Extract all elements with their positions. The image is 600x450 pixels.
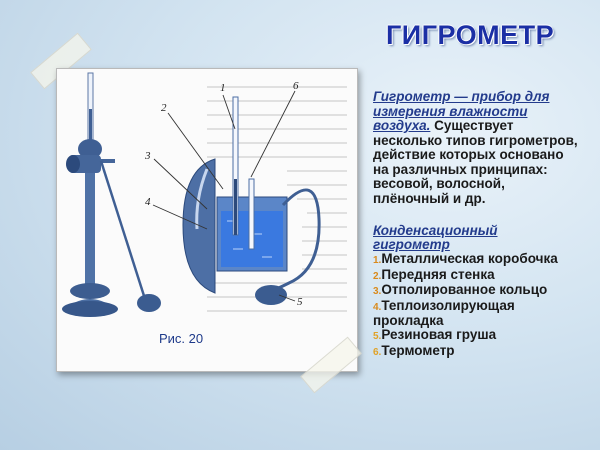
definition-paragraph — [373, 90, 578, 206]
callout-6: 6 — [293, 80, 299, 92]
parts-list — [373, 252, 588, 359]
list-item — [373, 344, 588, 360]
list-label: Теплоизолирующая прокладка — [373, 297, 515, 329]
list-label: Термометр — [381, 342, 455, 358]
list-item — [373, 328, 588, 344]
figure-caption: Рис. 20 — [159, 331, 204, 346]
condensation-hygrometer — [183, 97, 319, 305]
callout-3: 3 — [145, 150, 151, 162]
list-number: 4. — [373, 301, 382, 313]
hygrometer-illustration — [57, 69, 357, 371]
list-number: 2. — [373, 270, 382, 282]
list-number: 6. — [373, 346, 382, 358]
list-label: Передняя стенка — [381, 266, 495, 282]
callout-numbers — [144, 80, 303, 308]
definition-text: Существует несколько типов гигрометров, действие которых основано на различных принципах: весовой, волосной, плёночный и др. — [373, 118, 578, 206]
list-item — [373, 283, 588, 299]
callout-1: 1 — [220, 82, 226, 94]
list-label: Резиновая груша — [381, 326, 497, 342]
callout-5: 5 — [297, 296, 303, 308]
list-item — [373, 299, 588, 328]
section-subtitle: Конденсационный гигрометр — [373, 223, 498, 252]
callout-2: 2 — [161, 102, 167, 114]
definition-term: Гигрометр — прибор для измерения влажности воздуха. — [373, 89, 550, 133]
hygrometer-figure — [56, 68, 358, 372]
list-item — [373, 252, 588, 268]
list-number: 1. — [373, 255, 382, 266]
list-item — [373, 268, 588, 284]
list-number: 5. — [373, 330, 382, 342]
callout-4: 4 — [145, 196, 151, 208]
stand-device — [62, 73, 161, 317]
list-label: Отполированное кольцо — [381, 282, 548, 298]
list-number: 3. — [373, 286, 382, 298]
list-label: Металлическая коробочка — [381, 251, 558, 266]
slide-title: ГИГРОМЕТР — [386, 20, 555, 50]
